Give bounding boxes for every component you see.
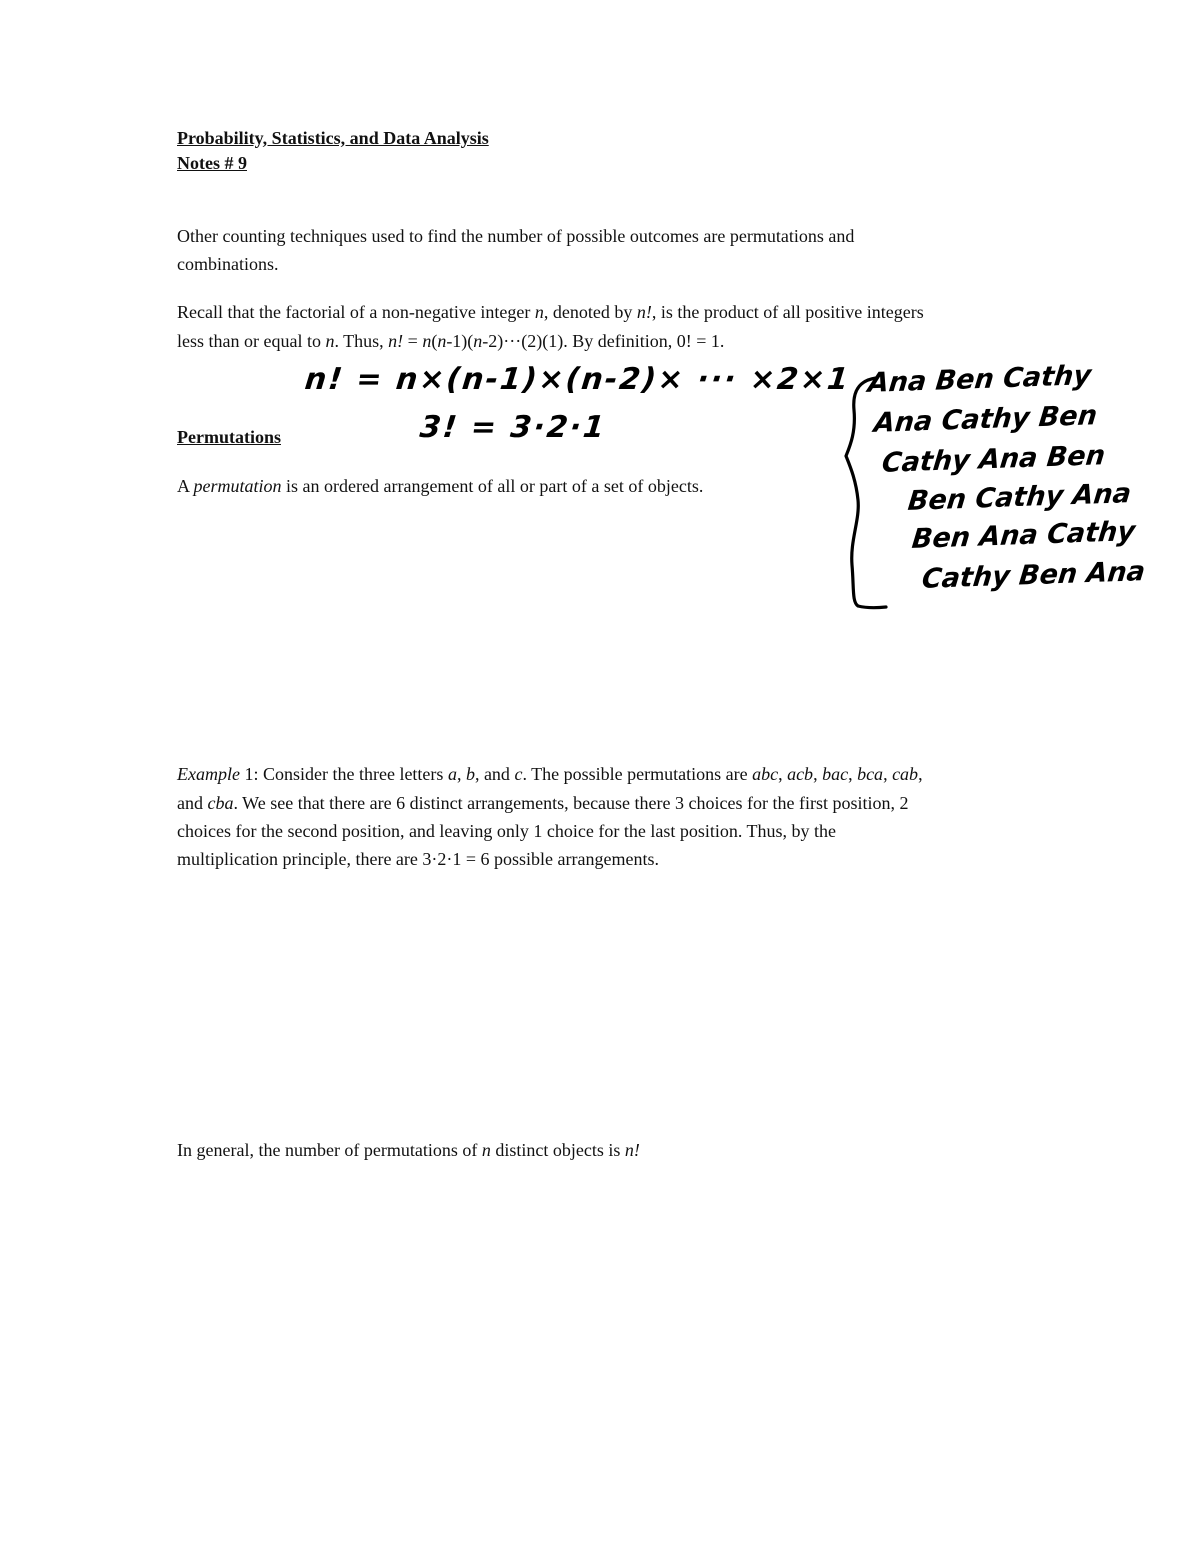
factorial-line-1 [177,298,924,326]
text-run: -2)···(2)(1). By definition, 0! = 1. [482,331,725,351]
notes-number: Notes # 9 [177,153,247,173]
handwritten-arrangement-2: Ana Cathy Ben [872,400,1099,439]
var-n: n [473,331,483,351]
text-run: ( [431,331,438,351]
permutation-cab: cab [892,764,919,784]
permutations-heading: Permutations [177,427,281,447]
text-run: 1: Consider the three letters [239,764,448,784]
var-n: n [422,331,432,351]
handwritten-arrangement-4: Ben Cathy Ana [906,478,1133,517]
var-n-factorial: n! [388,331,404,351]
var-n-factorial: n! [636,302,652,322]
text-run: A [177,476,194,496]
permutation-acb: acb [787,764,814,784]
factorial-line-2 [177,327,724,355]
text-run: less than or equal to [177,331,326,351]
text-run: , denoted by [543,302,637,322]
document-title: Probability, Statistics, and Data Analysis [177,128,489,148]
handwritten-arrangement-1: Ana Ben Cathy [866,360,1093,399]
example1-line-2 [177,789,908,817]
text-run: and [177,793,208,813]
general-statement [177,1136,640,1164]
var-n-factorial: n! [624,1140,640,1160]
var-n: n [534,302,544,322]
term-permutation: permutation [193,476,282,496]
handwritten-three-factorial: 3! = 3·2·1 [418,410,608,445]
permutation-definition [177,472,703,500]
text-run: , [848,764,858,784]
text-run: , [456,764,466,784]
intro-line-2: combinations. [177,254,279,274]
text-run: , [918,764,923,784]
intro-line-1: Other counting techniques used to find the number of possible outcomes are permutations and [177,226,855,246]
example-label: Example [177,764,240,784]
handwritten-arrangement-6: Cathy Ben Ana [920,556,1147,595]
text-run: . Thus, [334,331,389,351]
text-run: , and [474,764,515,784]
letter-a: a [447,764,457,784]
text-run: = [403,331,423,351]
permutation-bac: bac [822,764,849,784]
text-run: In general, the number of permutations of [177,1140,482,1160]
text-run: , [813,764,823,784]
letter-b: b [465,764,475,784]
handwritten-factorial-formula: n! = n×(n-1)×(n-2)× ··· ×2×1 [303,362,852,397]
permutation-bca: bca [857,764,884,784]
text-run: . We see that there are 6 distinct arrangements, because there 3 choices for the first position, 2 [233,793,909,813]
text-run: , [778,764,788,784]
text-run: , [883,764,893,784]
handwritten-arrangement-3: Cathy Ana Ben [880,440,1107,479]
text-run: -1)( [446,331,474,351]
handwritten-arrangement-5: Ben Ana Cathy [910,516,1137,555]
letter-c: c [514,764,523,784]
text-run: distinct objects is [490,1140,625,1160]
var-n: n [325,331,335,351]
var-n: n [481,1140,491,1160]
permutation-cba: cba [207,793,234,813]
text-run: . The possible permutations are [522,764,753,784]
permutation-abc: abc [752,764,779,784]
text-run: Recall that the factorial of a non-negative integer [177,302,535,322]
example1-line-1 [177,760,923,788]
text-run: , is the product of all positive integers [651,302,924,322]
example1-line-3: choices for the second position, and leaving only 1 choice for the last position. Thus, by the [177,821,837,841]
text-run: is an ordered arrangement of all or part of a set of objects. [281,476,704,496]
example1-line-4: multiplication principle, there are 3·2·1 = 6 possible arrangements. [177,849,660,869]
var-n: n [437,331,447,351]
